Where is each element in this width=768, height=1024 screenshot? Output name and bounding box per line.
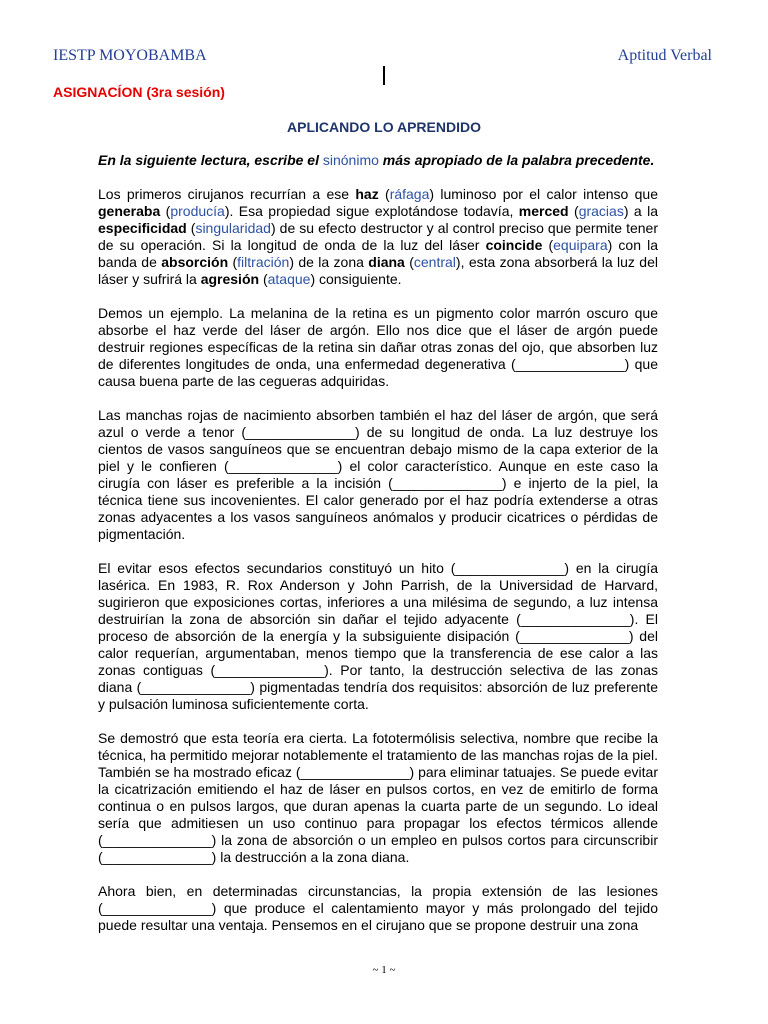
- synonym-word: ráfaga: [389, 186, 430, 202]
- text-run: ) de la zona: [289, 254, 369, 270]
- text-run: (: [378, 186, 390, 202]
- text-run: más apropiado de la palabra precedente.: [378, 152, 655, 168]
- keyword-bold: haz: [355, 186, 379, 202]
- text-run: ) con la banda de: [98, 237, 658, 270]
- text-run: (: [259, 271, 268, 287]
- keyword-bold: especificidad: [98, 220, 187, 236]
- keyword-bold: absorción: [161, 254, 229, 270]
- text-run: ) a la: [623, 203, 658, 219]
- text-run: ) luminoso por el calor intenso que: [429, 186, 658, 202]
- text-cursor: [383, 66, 385, 85]
- synonym-word: producía: [170, 203, 225, 219]
- text-run: Las manchas rojas de nacimiento absorben también el haz del láser de argón, que será azul o verde a tenor (______________) de su longitud de onda. La luz destruye los cientos de vasos sanguíneos que se encuentran debajo mismo de la capa exterior de la piel y le confieren (______________) el color característico. Aunque en este caso la cirugía con láser es preferible a la incisión (______________) e injerto de la piel, la técnica tiene sus incovenientes. El calor generado por el haz podría extenderse a otras zonas adyacentes a los vasos sanguíneos anómalos y producir cicatrices o pérdidas de pigmentación.: [98, 407, 658, 542]
- keyword-bold: agresión: [200, 271, 260, 287]
- text-run: (: [186, 220, 196, 236]
- synonym-word: singularidad: [195, 220, 271, 236]
- text-run: (: [542, 237, 554, 253]
- text-run: (: [228, 254, 238, 270]
- institution-name: IESTP MOYOBAMBA: [53, 47, 207, 64]
- text-run: ) consiguiente.: [310, 271, 402, 287]
- synonym-word: equipara: [553, 237, 608, 253]
- section-title: APLICANDO LO APRENDIDO: [287, 119, 481, 135]
- text-run: (: [568, 203, 579, 219]
- reading-text: [98, 152, 658, 960]
- assignment-title: ASIGNACÍON (3ra sesión): [53, 84, 225, 100]
- instruction: [98, 152, 658, 169]
- text-run: ), esta zona absorberá la luz del láser y sufrirá la: [98, 254, 658, 287]
- paragraph-6: [98, 883, 658, 934]
- synonym-word: ataque: [267, 271, 311, 287]
- text-run: ). Esa propiedad sigue explotándose todavía,: [224, 203, 519, 219]
- text-run: Demos un ejemplo. La melanina de la retina es un pigmento color marrón oscuro que absorbe el haz verde del láser de argón. Ello nos dice que el láser de argón puede destruir regiones específicas de la retina sin dañar otras zonas del ojo, que absorben luz de diferentes longitudes de onda, una enfermedad degenerativa (______________) que causa buena parte de las cegueras adquiridas.: [98, 305, 658, 389]
- synonym-word: central: [413, 254, 456, 270]
- keyword-bold: coincide: [485, 237, 543, 253]
- text-run: Se demostró que esta teoría era cierta. La fototermólisis selectiva, nombre que recibe la técnica, ha permitido mejorar notablemente el tratamiento de las manchas rojas de la piel. También se ha mostrado eficaz (______________) para eliminar tatuajes. Se puede evitar la cicatrización emitiendo el haz de láser en pulsos cortos, en vez de emitirlo de forma continua o en pulsos largos, que duran apenas la cuarta parte de un segundo. Lo ideal sería que admitiesen un uso continuo para propagar los efectos térmicos allende (______________) la zona de absorción o un empleo en pulsos cortos para circunscribir (______________) la destrucción a la zona diana.: [98, 730, 658, 865]
- text-run: Los primeros cirujanos recurrían a ese: [98, 186, 356, 202]
- keyword-bold: diana: [368, 254, 405, 270]
- synonym-word: gracias: [578, 203, 624, 219]
- keyword-bold: merced: [518, 203, 569, 219]
- synonym-word: filtración: [237, 254, 290, 270]
- text-run: (: [404, 254, 414, 270]
- text-run: (: [160, 203, 171, 219]
- paragraph-4: [98, 560, 658, 713]
- text-run: Ahora bien, en determinadas circunstancias, la propia extensión de las lesiones (______________) que produce el calentamiento mayor y más prolongado del tejido puede resultar una ventaja. Pensemos en el cirujano que se propone destruir una zona: [98, 883, 658, 933]
- paragraph-5: [98, 730, 658, 866]
- text-run: El evitar esos efectos secundarios constituyó un hito (______________) en la cirugía lasérica. En 1983, R. Rox Anderson y John Parrish, de la Universidad de Harvard, sugirieron que exposiciones cortas, inferiores a una milésima de segundo, a luz intensa destruirían la zona de absorción sin dañar el tejido adyacente (______________). El proceso de absorción de la energía y la subsiguiente disipación (______________) del calor requerían, argumentaban, menos tiempo que la transferencia de ese calor a las zonas contiguas (______________). Por tanto, la destrucción selectiva de las zonas diana (______________) pigmentadas tendría dos requisitos: absorción de luz preferente y pulsación luminosa suficientemente corta.: [98, 560, 658, 712]
- text-run: En la siguiente lectura, escribe el: [98, 152, 323, 168]
- synonym-word: sinónimo: [322, 152, 379, 168]
- page-number: ~ 1 ~: [372, 964, 396, 976]
- paragraph-2: [98, 305, 658, 390]
- text-run: ) de su efecto destructor y al control preciso que permite tener de su operación. Si la longitud de onda de la luz del láser: [98, 220, 658, 253]
- paragraph-1: [98, 186, 658, 288]
- paragraph-3: [98, 407, 658, 543]
- keyword-bold: generaba: [98, 203, 161, 219]
- course-name: Aptitud Verbal: [617, 47, 712, 64]
